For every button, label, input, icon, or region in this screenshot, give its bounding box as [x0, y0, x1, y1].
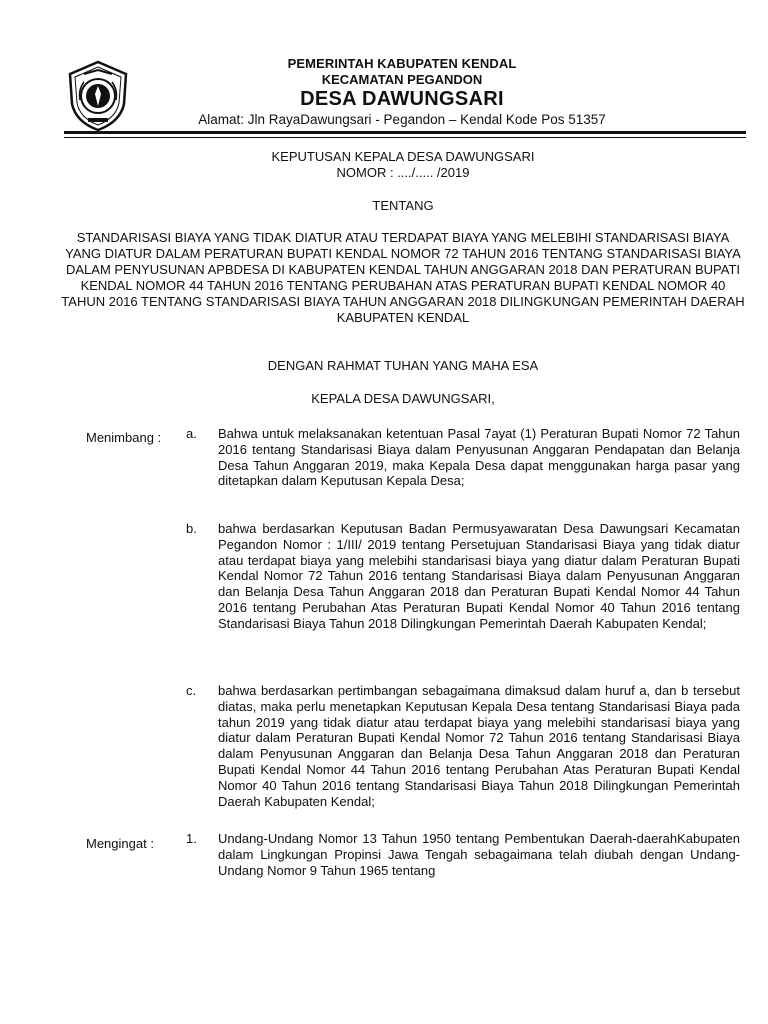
list-item-text: Undang-Undang Nomor 13 Tahun 1950 tentang Pembentukan Daerah-daerahKabupaten dalam Lingkungan Propinsi Jawa Tengah sebagaimana telah diubah dengan Undang-Undang Nomor 9 Tahun 1965 tentang	[218, 831, 740, 878]
decree-kepala: KEPALA DESA DAWUNGSARI,	[311, 391, 495, 406]
list-item-text: bahwa berdasarkan pertimbangan sebagaimana dimaksud dalam huruf a, dan b tersebut diatas, maka perlu menetapkan Keputusan Kepala Desa tentang Standarisasi Biaya pada tahun 2019 yang tidak diatur atau terdapat biaya yang melebihi standarisasi biaya yang diatur dalam Peraturan Bupati Kendal Nomor 72 Tahun 2016 tentang Standarisasi Biaya dalam Penyusunan Anggaran dan Belanja Desa Tahun Anggaran 2018 dan Peraturan Bupati Kendal Nomor 44 Tahun 2016 tentang Perubahan Atas Peraturan Bupati Kendal Nomor 40 Tahun 2016 tentang Standarisasi Biaya Tahun 2018 Dilingkungan Pemerintah Daerah Kabupaten Kendal;	[218, 683, 740, 809]
list-item-text: bahwa berdasarkan Keputusan Badan Permusyawaratan Desa Dawungsari Kecamatan Pegandon Nomor : 1/III/ 2019 tentang Persetujuan Standarisasi Biaya yang tidak diatur atau terdapat biaya yang melebihi standarisasi biaya yang diatur dalam Peraturan Bupati Kendal Nomor 72 Tahun 2016 tentang Standarisasi Biaya dalam Penyusunan Anggaran dan Belanja Desa Tahun Anggaran 2018 dan Peraturan Bupati Kendal Nomor 44 Tahun 2016 tentang Perubahan Atas Peraturan Bupati Kendal Nomor 40 Tahun 2016 tentang Standarisasi Biaya Tahun 2018 Dilingkungan Pemerintah Daerah Kabupaten Kendal;	[218, 521, 740, 631]
list-item-marker: 1.	[186, 831, 197, 846]
mengingat-label: Mengingat :	[86, 836, 154, 851]
address-line: Alamat: Jln RayaDawungsari - Pegandon – Kendal Kode Pos 51357	[198, 112, 606, 127]
letterhead-rule-thick	[64, 131, 746, 134]
list-item-marker: b.	[186, 521, 197, 536]
government-name: PEMERINTAH KABUPATEN KENDAL	[287, 56, 517, 71]
decree-subject: STANDARISASI BIAYA YANG TIDAK DIATUR ATAU TERDAPAT BIAYA YANG MELEBIHI STANDARISASI BIAYA YANG DIATUR DALAM PERATURAN BUPATI KENDAL NOMOR 72 TAHUN 2016 TENTANG STANDARISASI BIAYA DALAM PENYUSUNAN APBDESA DI KABUPATEN KENDAL TAHUN ANGGARAN 2018 DAN PERATURAN BUPATI KENDAL NOMOR 44 TAHUN 2016 TENTANG PERUBAHAN ATAS PERATURAN BUPATI KENDAL NOMOR 40 TAHUN 2016 TENTANG STANDARISASI BIAYA TAHUN ANGGARAN 2018 DILINGKUNGAN PEMERINTAH DAERAH KABUPATEN KENDAL	[61, 230, 745, 325]
list-item-text: Bahwa untuk melaksanakan ketentuan Pasal 7ayat (1) Peraturan Bupati Nomor 72 Tahun 2016 tentang Standarisasi Biaya dalam Penyusunan Anggaran Pendapatan dan Belanja Desa Tahun Anggaran 2019, maka Kepala Desa dapat menggunakan harga pasar yang ditetapkan dalam Keputusan Kepala Desa;	[218, 426, 740, 489]
village-name: DESA DAWUNGSARI	[300, 88, 504, 110]
decree-tentang: TENTANG	[372, 198, 434, 213]
district-name: KECAMATAN PEGANDON	[321, 72, 483, 87]
regency-crest-icon	[66, 60, 130, 132]
decree-number: NOMOR : ..../..... /2019	[336, 165, 470, 180]
letterhead-rule-thin	[64, 137, 746, 138]
list-item-marker: a.	[186, 426, 197, 441]
decree-title: KEPUTUSAN KEPALA DESA DAWUNGSARI	[271, 149, 535, 164]
menimbang-label: Menimbang :	[86, 430, 162, 445]
list-item-marker: c.	[186, 683, 197, 698]
decree-rahmat: DENGAN RAHMAT TUHAN YANG MAHA ESA	[267, 358, 539, 373]
